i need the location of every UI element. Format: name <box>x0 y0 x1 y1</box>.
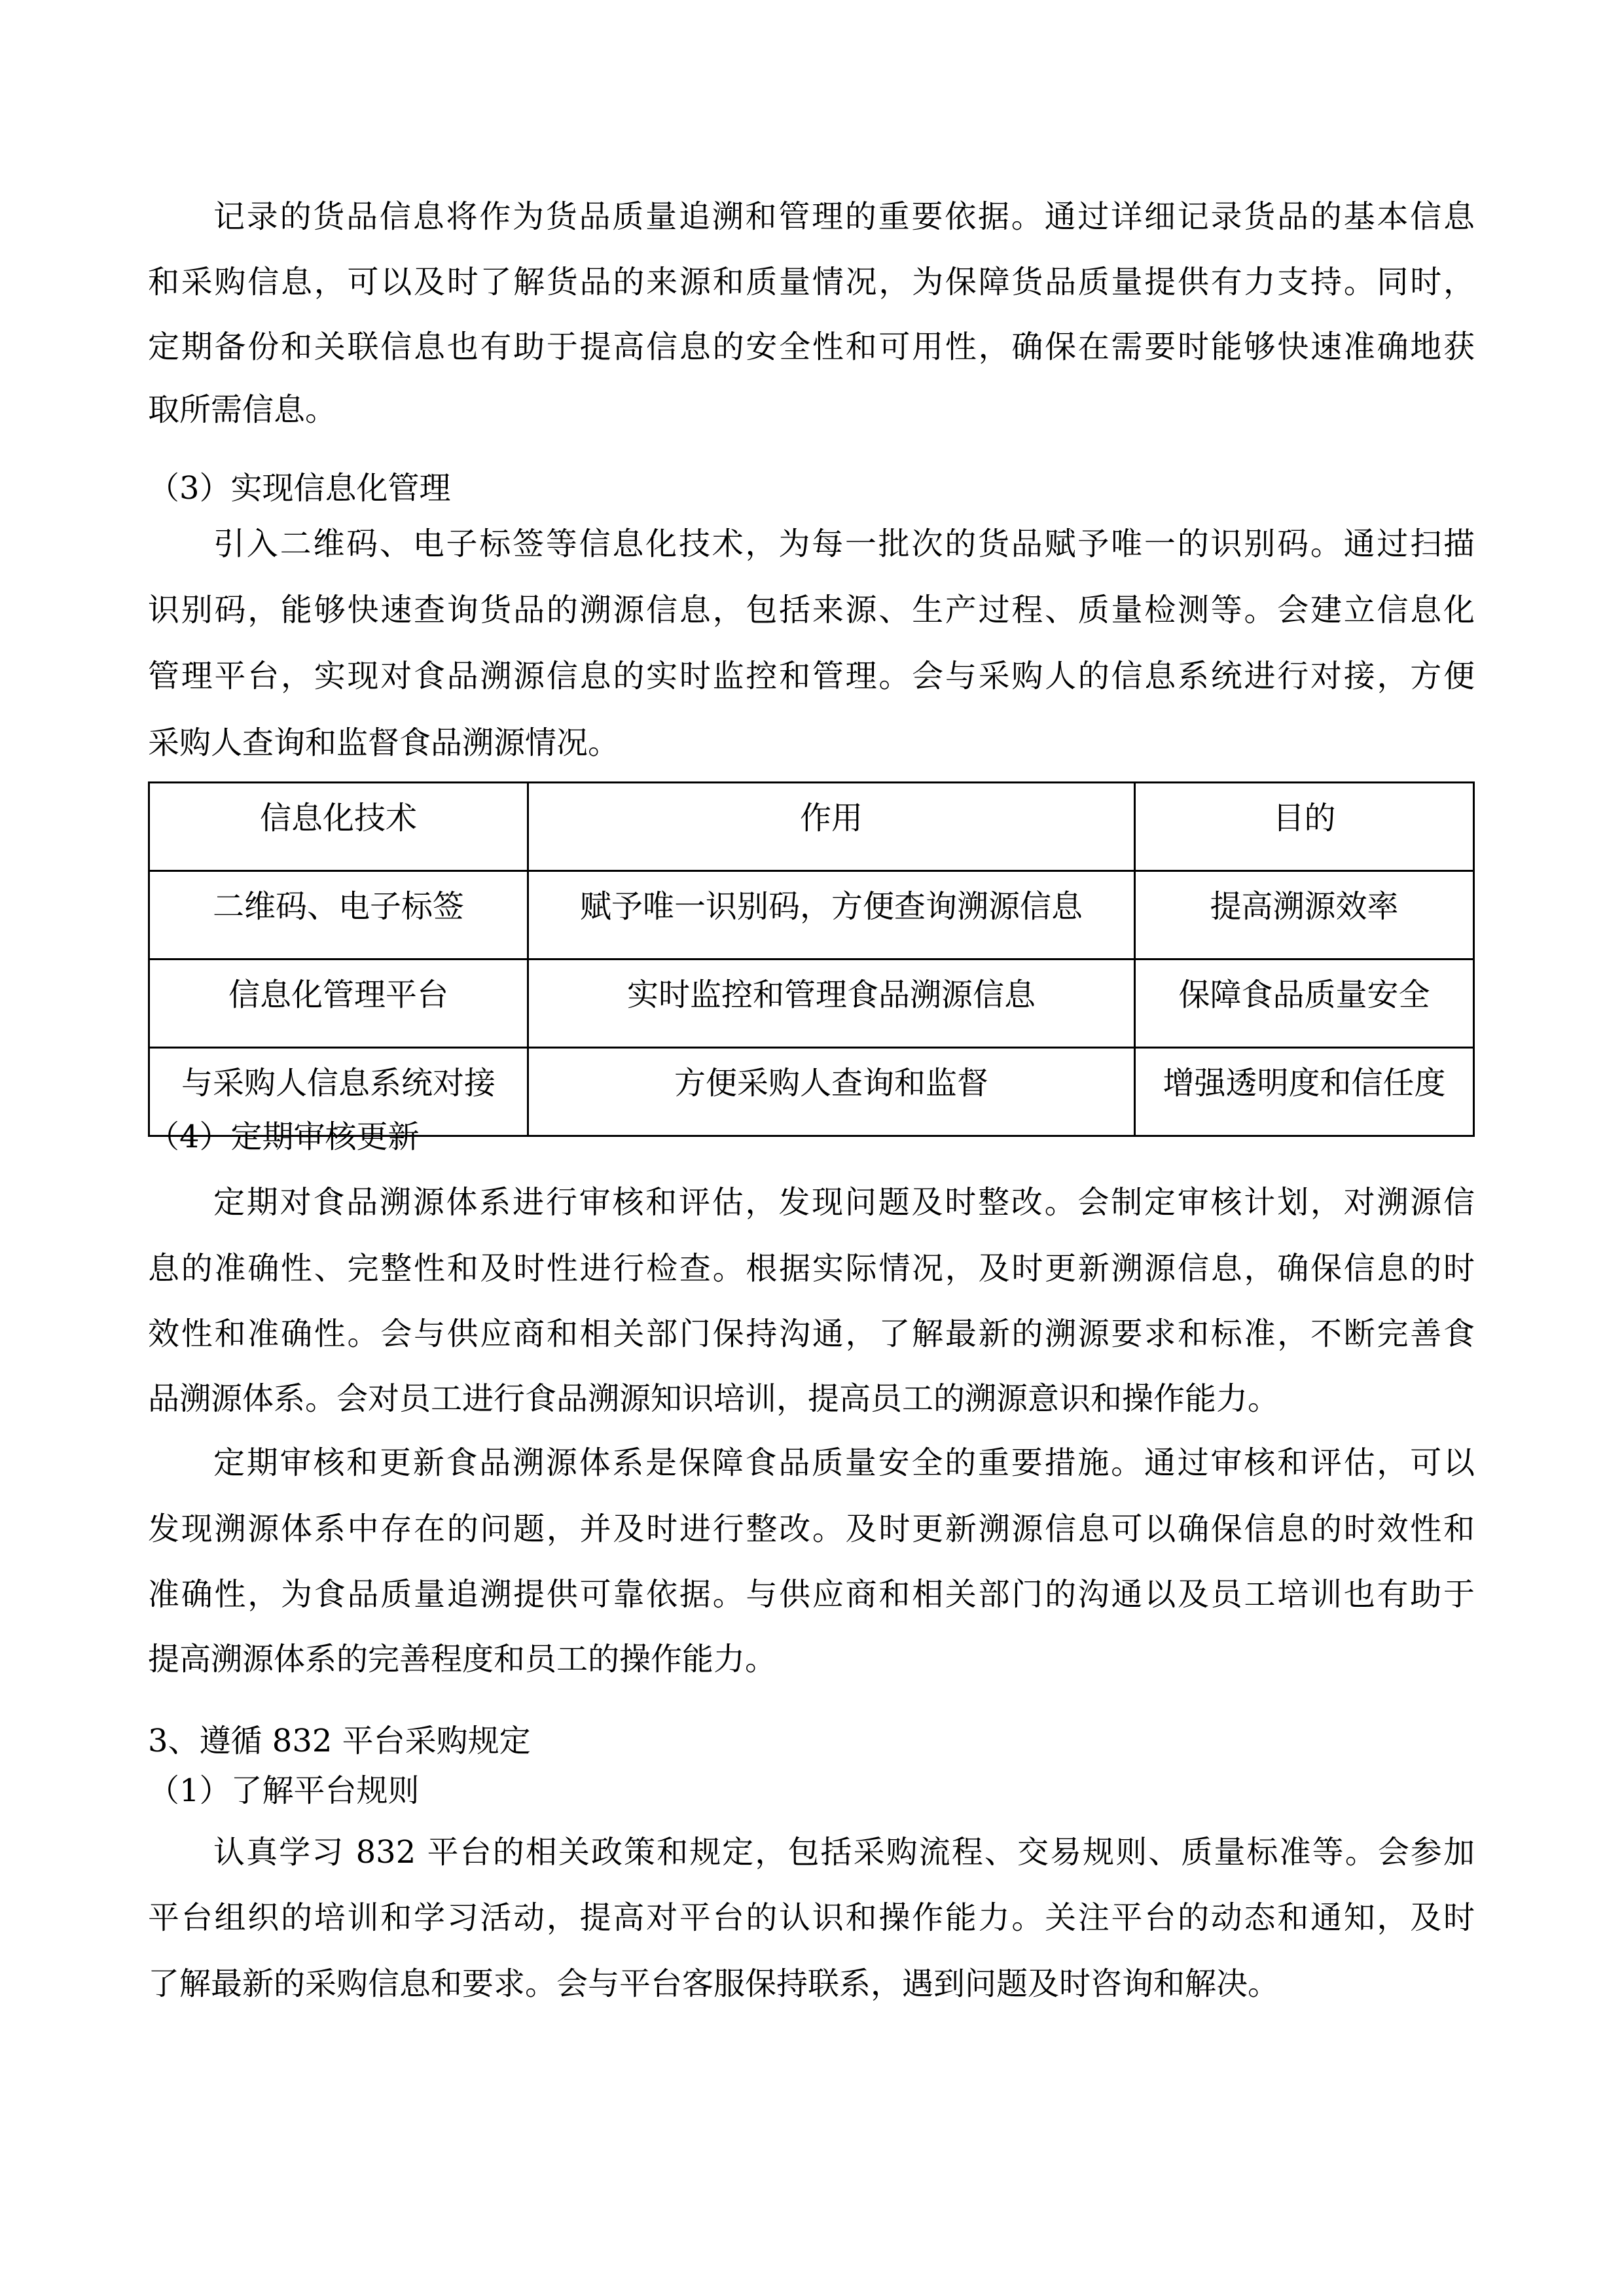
heading-periodic-review: （4）定期审核更新 <box>148 1119 420 1155</box>
table-header: 作用 <box>528 783 1135 871</box>
paragraph-3-line: 效性和准确性。会与供应商和相关部门保持沟通，了解最新的溯源要求和标准，不断完善食 <box>148 1316 1475 1352</box>
table-cell: 保障食品质量安全 <box>1135 960 1474 1048</box>
paragraph-2-line: 引入二维码、电子标签等信息化技术，为每一批次的货品赋予唯一的识别码。通过扫描 <box>213 526 1475 562</box>
table-header-row <box>149 783 1474 871</box>
table-cell: 实时监控和管理食品溯源信息 <box>528 960 1135 1048</box>
paragraph-4-line: 发现溯源体系中存在的问题，并及时进行整改。及时更新溯源信息可以确保信息的时效性和 <box>148 1511 1475 1547</box>
paragraph-5-line: 认真学习 832 平台的相关政策和规定，包括采购流程、交易规则、质量标准等。会参加 <box>213 1834 1475 1871</box>
table-cell: 方便采购人查询和监督 <box>528 1048 1135 1136</box>
paragraph-4-line: 定期审核和更新食品溯源体系是保障食品质量安全的重要措施。通过审核和评估，可以 <box>213 1444 1475 1481</box>
table-cell: 二维码、电子标签 <box>149 871 528 960</box>
paragraph-1-line: 取所需信息。 <box>148 391 337 428</box>
table-cell: 赋予唯一识别码，方便查询溯源信息 <box>528 871 1135 960</box>
paragraph-1-line: 定期备份和关联信息也有助于提高信息的安全性和可用性，确保在需要时能够快速准确地获 <box>148 329 1475 365</box>
table-row <box>149 871 1474 960</box>
paragraph-4-line: 提高溯源体系的完善程度和员工的操作能力。 <box>148 1641 777 1677</box>
table-cell: 提高溯源效率 <box>1135 871 1474 960</box>
table-header: 目的 <box>1135 783 1474 871</box>
paragraph-1-line: 记录的货品信息将作为货品质量追溯和管理的重要依据。通过详细记录货品的基本信息 <box>213 198 1475 235</box>
paragraph-2-line: 管理平台，实现对食品溯源信息的实时监控和管理。会与采购人的信息系统进行对接，方便 <box>148 658 1475 694</box>
heading-platform-rules: （1）了解平台规则 <box>148 1772 420 1809</box>
table-header: 信息化技术 <box>149 783 528 871</box>
informatization-table <box>148 781 1475 1137</box>
paragraph-3-line: 品溯源体系。会对员工进行食品溯源知识培训，提高员工的溯源意识和操作能力。 <box>148 1380 1280 1417</box>
section-heading-832-platform: 3、遵循 832 平台采购规定 <box>148 1723 531 1759</box>
paragraph-4-line: 准确性，为食品质量追溯提供可靠依据。与供应商和相关部门的沟通以及员工培训也有助于 <box>148 1576 1475 1613</box>
paragraph-5-line: 了解最新的采购信息和要求。会与平台客服保持联系，遇到问题及时咨询和解决。 <box>148 1965 1280 2002</box>
paragraph-3-line: 定期对食品溯源体系进行审核和评估，发现问题及时整改。会制定审核计划，对溯源信 <box>213 1184 1475 1221</box>
table-row <box>149 960 1474 1048</box>
table-cell: 信息化管理平台 <box>149 960 528 1048</box>
paragraph-2-line: 识别码，能够快速查询货品的溯源信息，包括来源、生产过程、质量检测等。会建立信息化 <box>148 592 1475 628</box>
paragraph-1-line: 和采购信息，可以及时了解货品的来源和质量情况，为保障货品质量提供有力支持。同时， <box>148 264 1475 300</box>
paragraph-3-line: 息的准确性、完整性和及时性进行检查。根据实际情况，及时更新溯源信息，确保信息的时 <box>148 1250 1475 1287</box>
table-cell: 与采购人信息系统对接 <box>149 1048 528 1136</box>
paragraph-2-line: 采购人查询和监督食品溯源情况。 <box>148 725 620 761</box>
paragraph-5-line: 平台组织的培训和学习活动，提高对平台的认识和操作能力。关注平台的动态和通知，及时 <box>148 1899 1475 1936</box>
table-cell: 增强透明度和信任度 <box>1135 1048 1474 1136</box>
heading-informatization: （3）实现信息化管理 <box>148 470 451 507</box>
